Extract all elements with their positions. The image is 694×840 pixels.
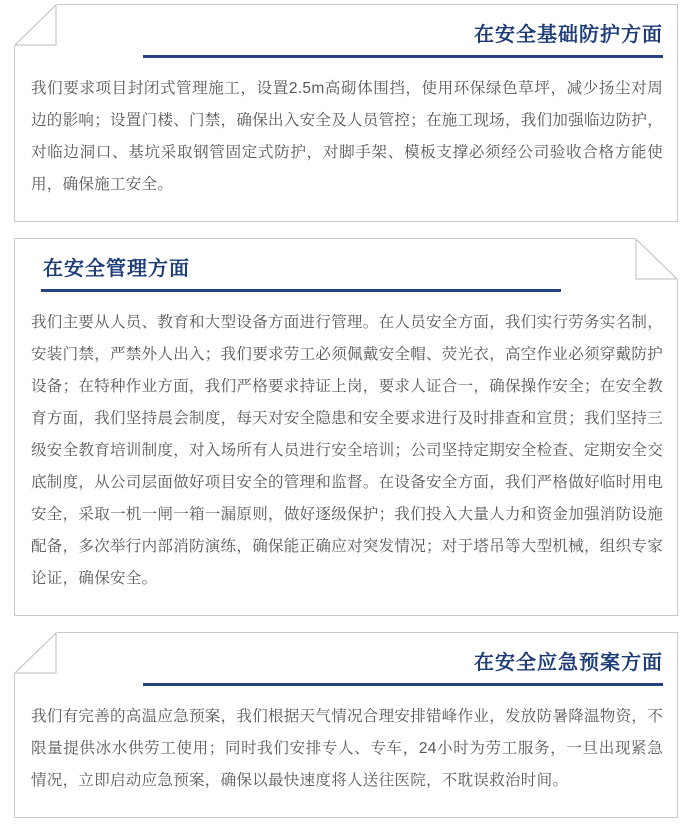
title-underline xyxy=(41,289,561,292)
section-title: 在安全应急预案方面 xyxy=(474,652,663,674)
folded-corner-icon xyxy=(14,632,57,674)
folded-corner-icon xyxy=(14,4,57,46)
title-underline xyxy=(143,683,663,686)
section-title: 在安全管理方面 xyxy=(43,258,190,280)
section-card-safety-management xyxy=(14,238,678,616)
section-title: 在安全基础防护方面 xyxy=(474,24,663,46)
section-body-text: 我们主要从人员、教育和大型设备方面进行管理。在人员安全方面，我们实行劳务实名制，安装门禁，严禁外人出入；我们要求劳工必须佩戴安全帽、荧光衣，高空作业必须穿戴防护设备；在特种作业方面，我们严格要求持证上岗，要求人证合一，确保操作安全；在安全教育方面，我们坚持晨会制度，每天对安全隐患和安全要求进行及时排查和宣贯；我们坚持三级安全教育培训制度，对入场所有人员进行安全培训；公司坚持定期安全检查、定期安全交底制度，从公司层面做好项目安全的管理和监督。在设备安全方面，我们严格做好临时用电安全，采取一机一闸一箱一漏原则，做好逐级保护；我们投入大量人力和资金加强消防设施配备，多次举行内部消防演练，确保能正确应对突发情况；对于塔吊等大型机械，组织专家论证，确保安全。 xyxy=(31,314,664,587)
section-card-basic-protection xyxy=(14,4,678,222)
section-card-emergency-plan xyxy=(14,632,678,818)
folded-corner-icon xyxy=(635,238,678,280)
title-underline xyxy=(143,55,663,58)
section-body-text: 我们有完善的高温应急预案，我们根据天气情况合理安排错峰作业，发放防暑降温物资，不限量提供冰水供劳工使用；同时我们安排专人、专车，24小时为劳工服务，一旦出现紧急情况，立即启动应急预案，确保以最快速度将人送往医院，不耽误救治时间。 xyxy=(31,708,664,789)
section-body-text: 我们要求项目封闭式管理施工，设置2.5m高砌体围挡，使用环保绿色草坪，减少扬尘对周边的影响；设置门楼、门禁，确保出入安全及人员管控；在施工现场，我们加强临边防护，对临边洞口、基坑采取钢管固定式防护，对脚手架、模板支撑必须经公司验收合格方能使用，确保施工安全。 xyxy=(31,80,664,193)
